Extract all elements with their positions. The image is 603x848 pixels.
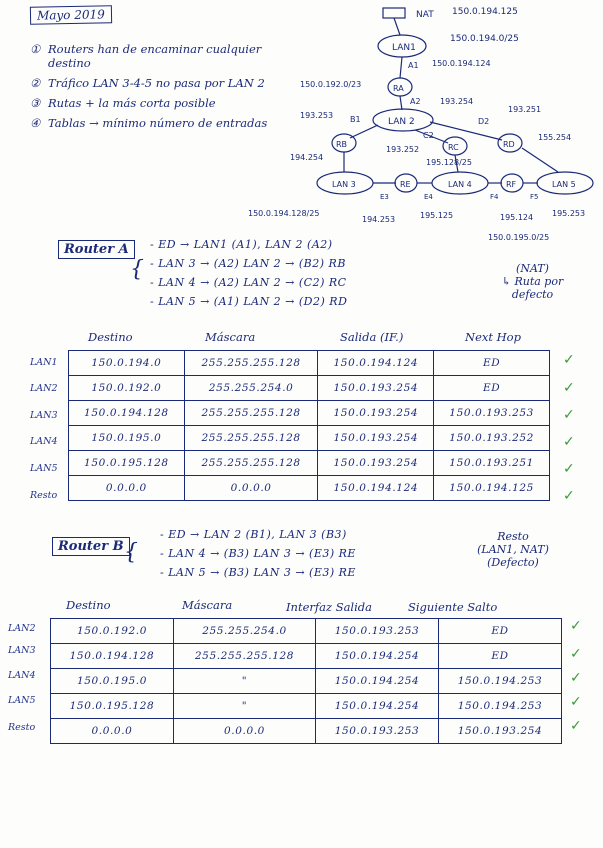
note-text: Tablas → mínimo número de entradas — [48, 116, 268, 130]
svg-text:E4: E4 — [424, 193, 433, 201]
check-icon: ✓ — [570, 718, 582, 734]
check-icon: ✓ — [570, 694, 582, 710]
svg-text:C2: C2 — [423, 131, 434, 140]
table-row: 150.0.194.128 255.255.255.128 150.0.194.254 ED — [51, 644, 562, 669]
svg-text:A1: A1 — [408, 61, 419, 70]
col-header-salida: Salida (IF.) — [340, 330, 404, 344]
row-label: LAN1 — [30, 357, 58, 368]
svg-text:LAN 2: LAN 2 — [388, 117, 415, 127]
svg-text:150.0.192.0/23: 150.0.192.0/23 — [300, 80, 362, 89]
table-row: 150.0.195.128 255.255.255.128 150.0.193.254 150.0.193.251 — [69, 451, 550, 476]
svg-text:LAN 5: LAN 5 — [552, 180, 576, 189]
svg-text:LAN1: LAN1 — [392, 43, 416, 53]
check-icon: ✓ — [563, 488, 575, 504]
svg-text:E3: E3 — [380, 193, 389, 201]
router-b-side-note: Resto (LAN1, NAT) (Defecto) — [477, 530, 549, 569]
svg-text:LAN 3: LAN 3 — [332, 180, 356, 189]
svg-text:193.253: 193.253 — [300, 111, 334, 120]
table-row: 150.0.195.0 " 150.0.194.254 150.0.194.253 — [51, 669, 562, 694]
svg-text:195.124: 195.124 — [500, 213, 534, 222]
row-label: LAN3 — [8, 645, 36, 656]
svg-text:194.253: 194.253 — [362, 215, 396, 224]
check-icon: ✓ — [563, 461, 575, 477]
svg-text:RF: RF — [506, 180, 517, 189]
route-line: - LAN 5 → (A1) LAN 2 → (D2) RD — [150, 295, 348, 308]
route-line: - LAN 5 → (B3) LAN 3 → (E3) RE — [160, 566, 356, 579]
page-title: Mayo 2019 — [30, 5, 112, 24]
svg-text:195.128/25: 195.128/25 — [426, 158, 472, 167]
route-line: - LAN 4 → (B3) LAN 3 → (E3) RE — [160, 547, 356, 560]
requirements-list — [30, 42, 270, 136]
note-item: ① Routers han de encaminar cualquier destino — [30, 42, 270, 70]
row-label: Resto — [30, 490, 58, 501]
col-header-destino: Destino — [88, 330, 133, 344]
route-line: - LAN 4 → (A2) LAN 2 → (C2) RC — [150, 276, 347, 289]
col-header-interfaz: Interfaz Salida — [286, 600, 373, 614]
svg-text:F5: F5 — [530, 193, 539, 201]
svg-text:150.0.194.128/25: 150.0.194.128/25 — [248, 209, 320, 218]
table-row: 150.0.195.0 255.255.255.128 150.0.193.254 150.0.193.252 — [69, 426, 550, 451]
route-line: - LAN 3 → (A2) LAN 2 → (B2) RB — [150, 257, 346, 270]
router-a-routes — [150, 235, 347, 311]
check-icon: ✓ — [570, 670, 582, 686]
check-icon: ✓ — [570, 646, 582, 662]
svg-text:RE: RE — [400, 180, 411, 189]
svg-text:RA: RA — [393, 84, 404, 93]
check-icon: ✓ — [563, 407, 575, 423]
table-row: 150.0.195.128 " 150.0.194.254 150.0.194.253 — [51, 694, 562, 719]
svg-text:150.0.194.124: 150.0.194.124 — [432, 59, 491, 68]
row-label: LAN4 — [8, 670, 36, 681]
svg-text:B1: B1 — [350, 115, 361, 124]
nat-box — [383, 8, 405, 18]
row-label: LAN5 — [30, 463, 58, 474]
col-header-siguiente: Siguiente Salto — [408, 600, 498, 614]
svg-text:LAN 4: LAN 4 — [448, 180, 472, 189]
note-item: ④ Tablas → mínimo número de entradas — [30, 116, 268, 130]
svg-text:A2: A2 — [410, 97, 421, 106]
brace-icon: { — [130, 257, 144, 282]
route-line: - ED → LAN 2 (B1), LAN 3 (B3) — [160, 528, 347, 541]
router-a-side-note: (NAT) ↳ Ruta por defecto — [501, 262, 564, 301]
svg-text:195.125: 195.125 — [420, 211, 454, 220]
route-line: - ED → LAN1 (A1), LAN 2 (A2) — [150, 238, 333, 251]
row-label: LAN2 — [8, 623, 36, 634]
table-row: 150.0.192.0 255.255.254.0 150.0.193.253 ED — [51, 619, 562, 644]
check-icon: ✓ — [563, 352, 575, 368]
check-icon: ✓ — [570, 618, 582, 634]
row-label: LAN2 — [30, 383, 58, 394]
svg-text:D2: D2 — [478, 117, 490, 126]
router-b-label: Router B — [52, 537, 130, 556]
svg-text:RD: RD — [503, 140, 515, 149]
note-text: Rutas + la más corta posible — [48, 96, 216, 110]
svg-text:193.252: 193.252 — [386, 145, 420, 154]
svg-text:RC: RC — [448, 143, 459, 152]
svg-text:150.0.194.0/25: 150.0.194.0/25 — [450, 34, 519, 44]
router-a-label: Router A — [58, 240, 135, 259]
network-diagram — [240, 0, 603, 240]
svg-text:194.254: 194.254 — [290, 153, 324, 162]
table-row: 150.0.192.0 255.255.254.0 150.0.193.254 ED — [69, 376, 550, 401]
col-header-mascara: Máscara — [182, 598, 233, 612]
svg-text:150.0.195.0/25: 150.0.195.0/25 — [488, 233, 550, 240]
svg-text:F4: F4 — [490, 193, 499, 201]
svg-text:155.254: 155.254 — [538, 133, 572, 142]
col-header-mascara: Máscara — [205, 330, 256, 344]
svg-text:150.0.194.125: 150.0.194.125 — [452, 7, 518, 17]
col-header-destino: Destino — [66, 598, 111, 612]
row-label: Resto — [8, 722, 36, 733]
row-label: LAN5 — [8, 695, 36, 706]
router-a-table — [68, 350, 550, 501]
note-item: ② Tráfico LAN 3-4-5 no pasa por LAN 2 — [30, 76, 265, 90]
svg-text:RB: RB — [336, 140, 348, 149]
table-row: 0.0.0.0 0.0.0.0 150.0.194.124 150.0.194.125 — [69, 476, 550, 501]
note-item: ③ Rutas + la más corta posible — [30, 96, 216, 110]
svg-text:NAT: NAT — [416, 10, 434, 20]
row-label: LAN4 — [30, 436, 58, 447]
table-row: 150.0.194.0 255.255.255.128 150.0.194.124 ED — [69, 351, 550, 376]
brace-icon: { — [124, 540, 138, 565]
row-label: LAN3 — [30, 410, 58, 421]
svg-text:195.253: 195.253 — [552, 209, 586, 218]
table-row: 150.0.194.128 255.255.255.128 150.0.193.254 150.0.193.253 — [69, 401, 550, 426]
col-header-next-hop: Next Hop — [465, 330, 521, 344]
router-b-table — [50, 618, 562, 744]
svg-text:193.254: 193.254 — [440, 97, 474, 106]
note-text: Routers han de encaminar cualquier destino — [48, 42, 262, 70]
check-icon: ✓ — [563, 434, 575, 450]
router-b-routes — [160, 525, 356, 582]
check-icon: ✓ — [563, 380, 575, 396]
svg-text:193.251: 193.251 — [508, 105, 542, 114]
note-text: Tráfico LAN 3-4-5 no pasa por LAN 2 — [48, 76, 265, 90]
table-row: 0.0.0.0 0.0.0.0 150.0.193.253 150.0.193.254 — [51, 719, 562, 744]
